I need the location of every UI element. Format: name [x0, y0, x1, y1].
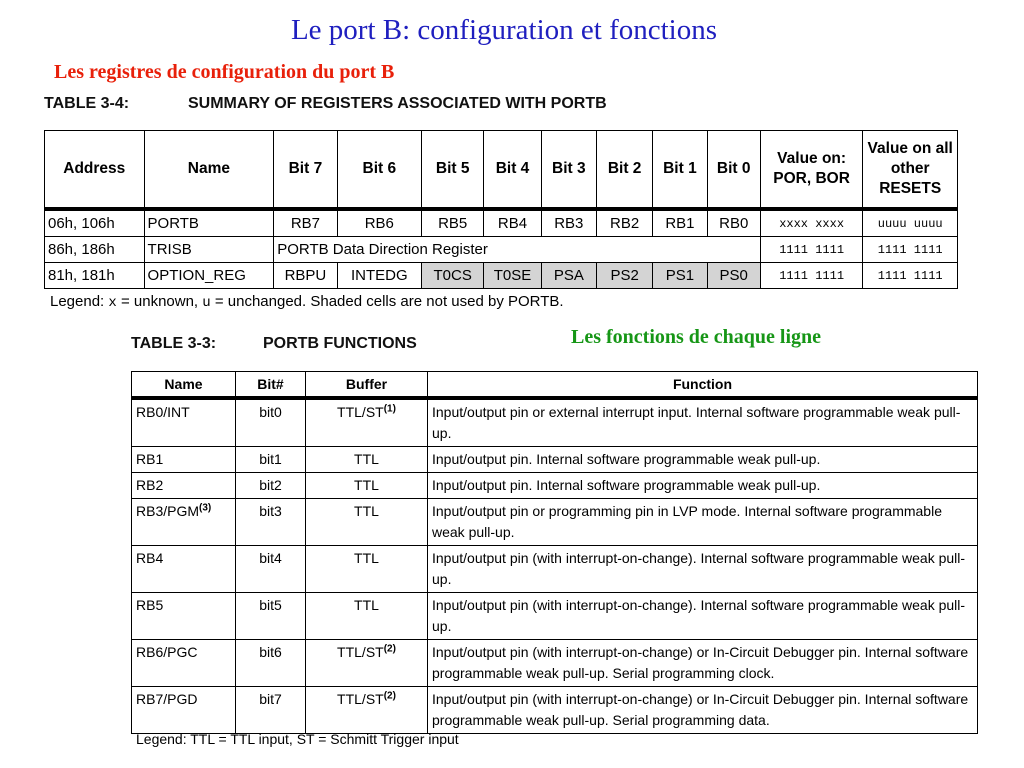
- function-cell: Input/output pin (with interrupt-on-change) or In-Circuit Debugger pin. Internal software programmable weak pull-up. Serial programming data.: [428, 687, 978, 734]
- header-cell: Function: [428, 372, 978, 399]
- function-cell: Input/output pin. Internal software programmable weak pull-up.: [428, 447, 978, 473]
- functions-legend: Legend: TTL = TTL input, ST = Schmitt Trigger input: [136, 731, 459, 747]
- bit-number-cell: bit2: [236, 473, 306, 499]
- registers-legend: [50, 293, 564, 311]
- buffer-cell: [306, 546, 428, 593]
- bit-cell: RB0: [707, 209, 760, 237]
- header-cell: Bit 0: [707, 131, 760, 210]
- table-row: [132, 398, 978, 447]
- pin-name: RB2: [136, 477, 164, 493]
- address-cell: 86h, 186h: [45, 237, 145, 263]
- functions-subtitle: Les fonctions de chaque ligne: [571, 326, 822, 348]
- table-row: [132, 473, 978, 499]
- table-row: [132, 687, 978, 734]
- por-value-cell: xxxx xxxx: [760, 209, 863, 237]
- header-cell: Address: [45, 131, 145, 210]
- registers-header-row: [45, 131, 958, 210]
- header-cell: Buffer: [306, 372, 428, 399]
- legend-prefix: Legend:: [50, 293, 109, 310]
- bit-cell: RB4: [484, 209, 541, 237]
- table-row: [132, 447, 978, 473]
- bit-cell: RB1: [653, 209, 707, 237]
- buffer-cell: [306, 640, 428, 687]
- slide-title: Le port B: configuration et fonctions: [290, 14, 718, 46]
- pin-name-cell: [132, 640, 236, 687]
- header-cell: Bit 4: [484, 131, 541, 210]
- registers-table-title: SUMMARY OF REGISTERS ASSOCIATED WITH PORTB: [188, 95, 607, 112]
- bit-number-cell: bit3: [236, 499, 306, 546]
- registers-table: [44, 130, 958, 289]
- pin-name: RB1: [136, 451, 164, 467]
- pin-name-cell: [132, 593, 236, 640]
- footnote-marker: (2): [383, 643, 396, 655]
- data-direction-cell: PORTB Data Direction Register: [274, 237, 761, 263]
- reset-value-cell: 1111 1111: [863, 237, 958, 263]
- header-cell: Bit 3: [541, 131, 596, 210]
- pin-name-cell: [132, 473, 236, 499]
- footnote-marker: (3): [199, 502, 212, 514]
- buffer-type: TTL/ST: [337, 404, 384, 420]
- pin-name-cell: [132, 546, 236, 593]
- legend-u-text: = unchanged. Shaded cells are not used by PORTB.: [210, 293, 564, 310]
- pin-name: RB6/PGC: [136, 644, 198, 660]
- header-cell: Value on: POR, BOR: [760, 131, 863, 210]
- function-cell: Input/output pin (with interrupt-on-change). Internal software programmable weak pull-up.: [428, 593, 978, 640]
- pin-name-cell: [132, 499, 236, 546]
- buffer-type: TTL/ST: [337, 691, 384, 707]
- header-cell: Bit#: [236, 372, 306, 399]
- buffer-cell: [306, 593, 428, 640]
- buffer-cell: [306, 447, 428, 473]
- pin-name: RB3/PGM: [136, 503, 200, 519]
- functions-table: [131, 371, 978, 734]
- functions-table-title: PORTB FUNCTIONS: [263, 335, 417, 352]
- buffer-cell: [306, 687, 428, 734]
- buffer-cell: [306, 473, 428, 499]
- shaded-bit-cell: PS1: [653, 263, 707, 289]
- buffer-type: TTL: [354, 477, 379, 493]
- footnote-marker: (2): [383, 690, 396, 702]
- name-cell: OPTION_REG: [144, 263, 274, 289]
- bit-number-cell: bit4: [236, 546, 306, 593]
- shaded-bit-cell: PSA: [541, 263, 596, 289]
- pin-name-cell: [132, 687, 236, 734]
- shaded-bit-cell: PS0: [707, 263, 760, 289]
- function-cell: Input/output pin or external interrupt input. Internal software programmable weak pull-up.: [428, 398, 978, 447]
- bit-cell: RB3: [541, 209, 596, 237]
- footnote-marker: (1): [383, 403, 396, 415]
- table-row: [45, 209, 958, 237]
- address-cell: 06h, 106h: [45, 209, 145, 237]
- table-row: [132, 499, 978, 546]
- header-cell: Name: [144, 131, 274, 210]
- header-cell: Bit 7: [274, 131, 337, 210]
- shaded-bit-cell: T0SE: [484, 263, 541, 289]
- pin-name: RB7/PGD: [136, 691, 198, 707]
- table-row: [132, 640, 978, 687]
- buffer-type: TTL: [354, 503, 379, 519]
- buffer-type: TTL: [354, 451, 379, 467]
- bit-cell: RB2: [596, 209, 652, 237]
- table-row: [45, 263, 958, 289]
- name-cell: TRISB: [144, 237, 274, 263]
- bit-cell: INTEDG: [337, 263, 421, 289]
- header-cell: Value on all other RESETS: [863, 131, 958, 210]
- function-cell: Input/output pin (with interrupt-on-change) or In-Circuit Debugger pin. Internal software programmable weak pull-up. Serial programming clock.: [428, 640, 978, 687]
- buffer-type: TTL: [354, 597, 379, 613]
- buffer-type: TTL/ST: [337, 644, 384, 660]
- bit-number-cell: bit6: [236, 640, 306, 687]
- buffer-cell: [306, 398, 428, 447]
- legend-u-symbol: u: [202, 295, 211, 311]
- name-cell: PORTB: [144, 209, 274, 237]
- bit-cell: RB7: [274, 209, 337, 237]
- pin-name-cell: [132, 398, 236, 447]
- bit-number-cell: bit1: [236, 447, 306, 473]
- header-cell: Name: [132, 372, 236, 399]
- por-value-cell: 1111 1111: [760, 263, 863, 289]
- pin-name: RB4: [136, 550, 164, 566]
- reset-value-cell: 1111 1111: [863, 263, 958, 289]
- buffer-type: TTL: [354, 550, 379, 566]
- pin-name: RB5: [136, 597, 164, 613]
- legend-x-text: = unknown,: [116, 293, 203, 310]
- function-cell: Input/output pin or programming pin in LVP mode. Internal software programmable weak pull-up.: [428, 499, 978, 546]
- header-cell: Bit 6: [337, 131, 421, 210]
- table-row: [132, 546, 978, 593]
- function-cell: Input/output pin (with interrupt-on-change). Internal software programmable weak pull-up.: [428, 546, 978, 593]
- shaded-bit-cell: PS2: [596, 263, 652, 289]
- pin-name-cell: [132, 447, 236, 473]
- header-cell: Bit 2: [596, 131, 652, 210]
- bit-number-cell: bit7: [236, 687, 306, 734]
- table-row: [132, 593, 978, 640]
- bit-cell: RBPU: [274, 263, 337, 289]
- reset-value-cell: uuuu uuuu: [863, 209, 958, 237]
- buffer-cell: [306, 499, 428, 546]
- function-cell: Input/output pin. Internal software programmable weak pull-up.: [428, 473, 978, 499]
- header-cell: Bit 5: [422, 131, 484, 210]
- registers-table-number: TABLE 3-4:: [44, 95, 130, 112]
- bit-number-cell: bit5: [236, 593, 306, 640]
- legend-x-symbol: x: [108, 295, 117, 311]
- pin-name: RB0/INT: [136, 404, 190, 420]
- functions-table-number: TABLE 3-3:: [131, 335, 217, 352]
- bit-cell: RB6: [337, 209, 421, 237]
- registers-subtitle: Les registres de configuration du port B: [54, 61, 395, 83]
- functions-header-row: [132, 372, 978, 399]
- header-cell: Bit 1: [653, 131, 707, 210]
- bit-cell: RB5: [422, 209, 484, 237]
- shaded-bit-cell: T0CS: [422, 263, 484, 289]
- table-row: [45, 237, 958, 263]
- address-cell: 81h, 181h: [45, 263, 145, 289]
- bit-number-cell: bit0: [236, 398, 306, 447]
- por-value-cell: 1111 1111: [760, 237, 863, 263]
